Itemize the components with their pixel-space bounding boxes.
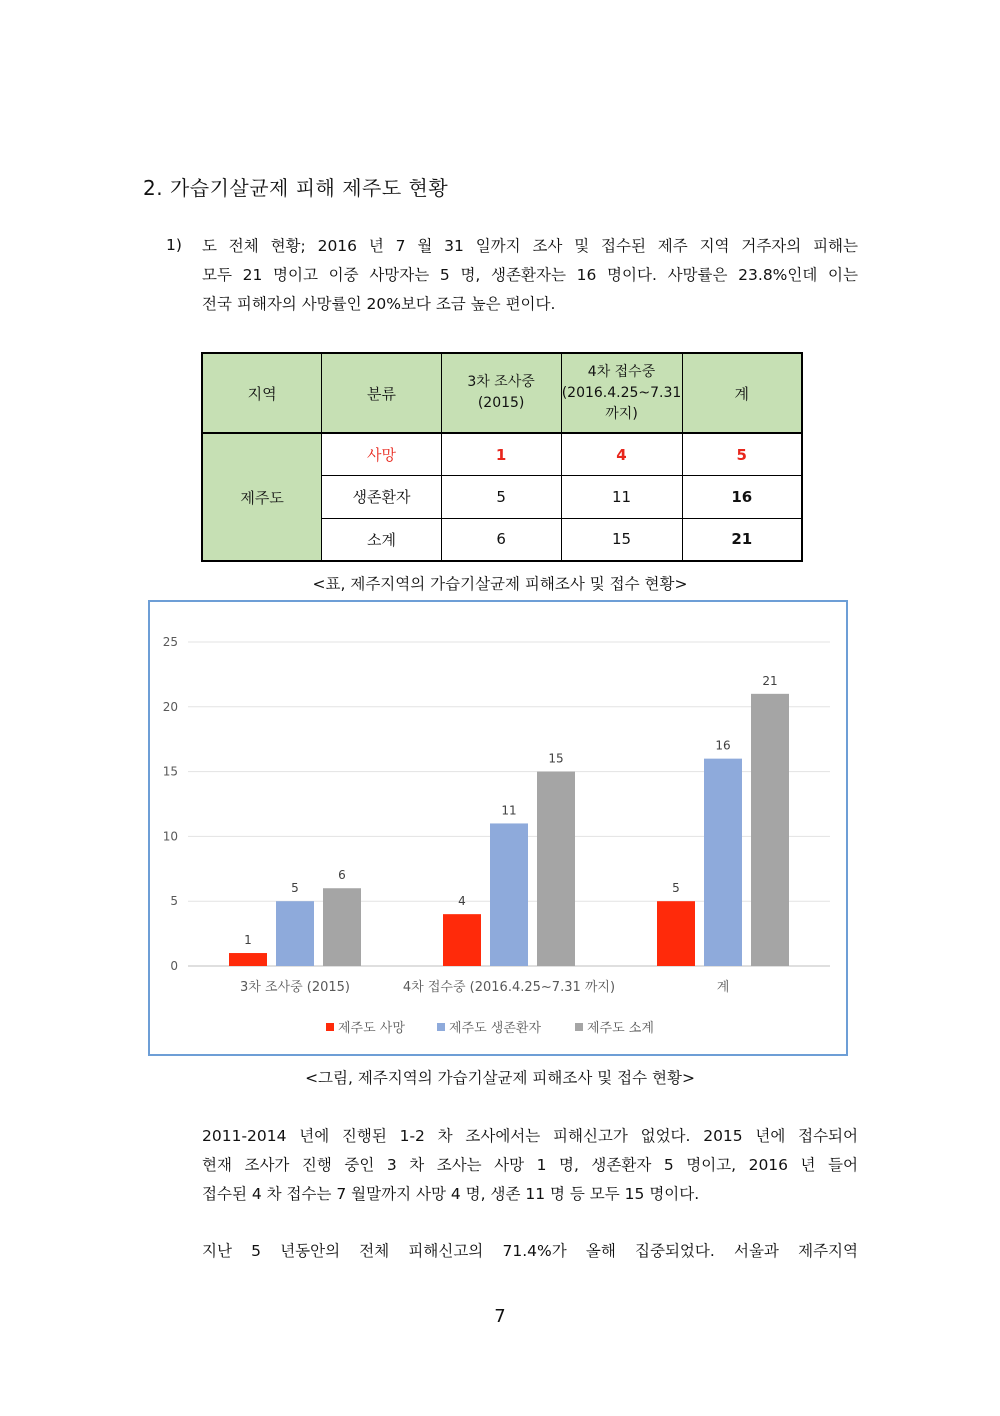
row-label: 사망: [322, 433, 441, 476]
y-tick-label: 0: [170, 959, 178, 973]
data-label: 6: [338, 868, 346, 883]
cell-third: 5: [441, 476, 561, 518]
header-total: 계: [682, 353, 802, 433]
legend-swatch: [437, 1023, 445, 1031]
header-category: 분류: [322, 353, 441, 433]
x-tick-label: 계: [716, 980, 730, 995]
cell-total: 21: [682, 518, 802, 561]
paragraph-2-line: 접수된 4 차 접수는 7 월말까지 사망 4 명, 생존 11 명 등 모두 15 명이다.: [202, 1185, 700, 1203]
page-number: 7: [494, 1306, 506, 1327]
paragraph-2: [202, 1122, 858, 1209]
cell-third: 1: [441, 433, 561, 476]
legend-swatch: [575, 1023, 583, 1031]
paragraph-3: [202, 1237, 858, 1266]
bar: [229, 953, 267, 966]
paragraph-3-line: 지난 5 년동안의 전체 피해신고의 71.4%가 올해 집중되었다. 서울과 제주지역: [202, 1242, 858, 1260]
y-tick-label: 25: [162, 635, 178, 649]
data-label: 15: [548, 751, 564, 766]
x-tick-label: 4차 접수중 (2016.4.25~7.31 까지): [402, 980, 616, 995]
item1-line: 모두 21 명이고 이중 사망자는 5 명, 생존환자는 16 명이다. 사망률은 23.8%인데 이는: [202, 266, 858, 284]
bar: [704, 759, 742, 966]
y-tick-label: 10: [162, 829, 178, 844]
data-label: 1: [244, 933, 252, 948]
data-label: 5: [672, 881, 680, 896]
item1-line: 전국 피해자의 사망률인 20%보다 조금 높은 편이다.: [202, 295, 556, 313]
paragraph-2-line: 2011-2014 년에 진행된 1-2 차 조사에서는 피해신고가 없었다. 2015 년에 접수되어: [202, 1127, 858, 1145]
y-tick-label: 5: [170, 894, 178, 909]
data-label: 21: [762, 673, 778, 688]
data-label: 4: [458, 894, 466, 909]
data-label: 16: [715, 738, 731, 753]
legend-label: 제주도 소계: [587, 1021, 654, 1036]
bar: [490, 823, 528, 966]
bar: [276, 901, 314, 966]
header-fourth-intake: [561, 353, 682, 433]
bar: [323, 888, 361, 966]
bar: [537, 772, 575, 966]
header-third-line1: 3차 조사중: [467, 374, 535, 390]
item1-line: 도 전체 현황; 2016 년 7 월 31 일까지 조사 및 접수된 제주 지역 거주자의 피해는: [202, 237, 858, 255]
bar: [751, 694, 789, 966]
header-fourth-line1: 4차 접수중: [587, 363, 656, 380]
bar-chart: [148, 600, 848, 1056]
header-third-survey: [441, 353, 561, 433]
paragraph-2-line: 현재 조사가 진행 중인 3 차 조사는 사망 1 명, 생존환자 5 명이고, 2016 년 들어: [202, 1156, 858, 1174]
bar: [657, 901, 695, 966]
table-row: [202, 433, 802, 476]
legend-label: 제주도 생존환자: [449, 1021, 542, 1036]
cell-total: 5: [682, 433, 802, 476]
cell-fourth: 15: [561, 518, 682, 561]
bar-chart-svg: [150, 602, 846, 1054]
legend-swatch: [326, 1023, 334, 1031]
y-tick-label: 15: [162, 764, 178, 779]
row-label: 생존환자: [322, 476, 441, 518]
item-number: 1): [166, 236, 182, 254]
table-caption: <표, 제주지역의 가습기살균제 피해조사 및 접수 현황>: [312, 575, 688, 593]
region-cell: 제주도: [202, 433, 322, 561]
header-region: 지역: [202, 353, 322, 433]
legend-label: 제주도 사망: [338, 1021, 405, 1036]
cell-fourth: 4: [561, 433, 682, 476]
cell-total: 16: [682, 476, 802, 518]
header-fourth-line2: (2016.4.25~7.31: [561, 384, 682, 401]
data-label: 11: [501, 803, 517, 818]
row-label: 소계: [322, 518, 441, 561]
item1-paragraph: [202, 232, 858, 319]
bar: [443, 914, 481, 966]
x-tick-label: 3차 조사중 (2015): [240, 980, 350, 995]
chart-caption: <그림, 제주지역의 가습기살균제 피해조사 및 접수 현황>: [305, 1069, 695, 1087]
table-header-row: [202, 353, 802, 433]
y-tick-label: 20: [162, 699, 178, 714]
cell-third: 6: [441, 518, 561, 561]
header-fourth-line3: 까지): [605, 405, 638, 422]
header-third-line2: (2015): [477, 395, 525, 411]
section-title: 2. 가습기살균제 피해 제주도 현황: [143, 176, 449, 200]
data-label: 5: [291, 881, 299, 896]
jeju-damage-table: [201, 352, 803, 562]
cell-fourth: 11: [561, 476, 682, 518]
